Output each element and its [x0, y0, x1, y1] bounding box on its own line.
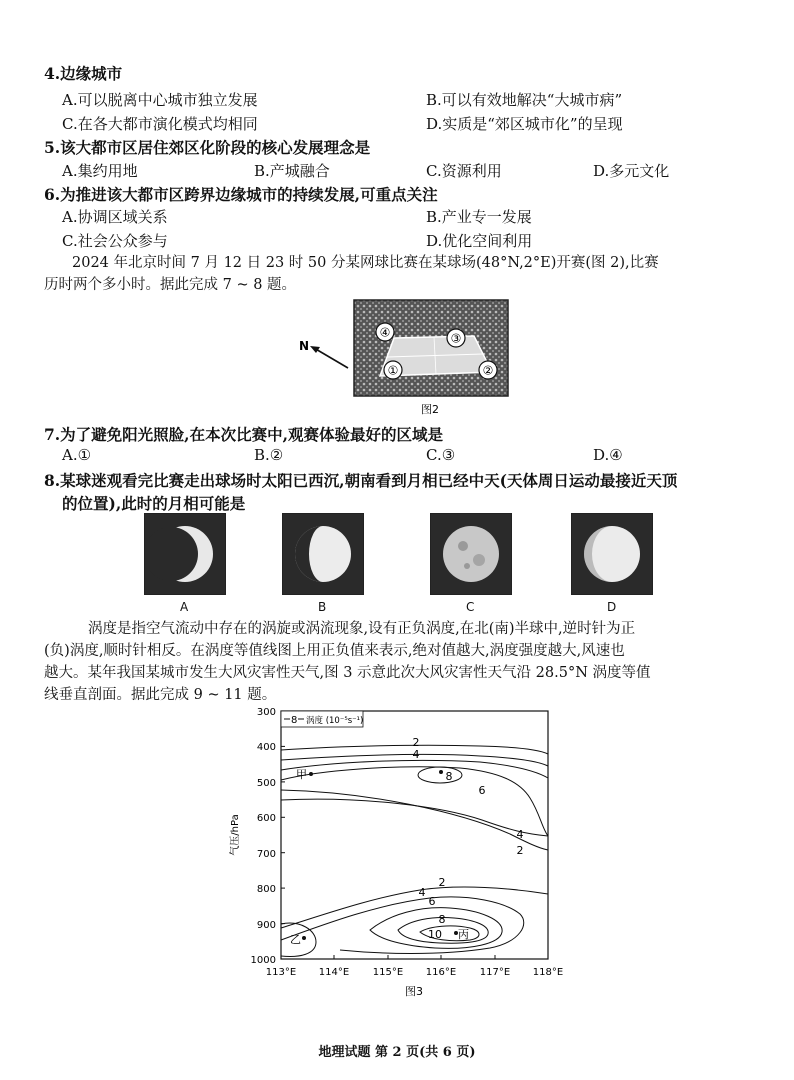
x-tick-113: 113°E	[265, 967, 297, 978]
x-tick-118: 118°E	[532, 967, 564, 978]
legend	[281, 711, 363, 727]
moon-label-b: B	[318, 600, 327, 614]
intro-7-8-line1: 2024 年北京时间 7 月 12 日 23 时 50 分某网球比赛在某球场(48°N,2°E)开赛(图 2),比赛	[72, 255, 659, 271]
svg-text:丙: 丙	[458, 928, 469, 941]
q6-option-d[interactable]: D.优化空间利用	[426, 232, 533, 250]
contour-upper-4-outer	[281, 760, 548, 778]
q7-option-c[interactable]: C.③	[426, 446, 456, 464]
marker-4	[376, 323, 394, 341]
contour-label-8-upper: 8	[445, 770, 453, 783]
figure-2-caption: 图2	[421, 403, 439, 416]
moon-phase-d[interactable]	[571, 513, 653, 595]
full-moon-icon	[431, 514, 511, 594]
q8-stem-line2: 的位置),此时的月相可能是	[62, 494, 246, 513]
y-tick-900: 900	[256, 920, 276, 931]
north-label: N	[299, 339, 310, 353]
intro-7-8	[44, 252, 758, 296]
y-axis	[251, 707, 285, 966]
svg-text:③: ③	[450, 331, 462, 346]
point-upper-max	[439, 770, 443, 774]
y-tick-300: 300	[256, 707, 276, 718]
y-tick-500: 500	[256, 778, 276, 789]
legend-value: 8	[291, 715, 298, 726]
moon-phase-a[interactable]	[144, 513, 226, 595]
svg-text:乙: 乙	[290, 933, 301, 946]
intro-9-11-line4: 线垂直剖面。据此完成 9 ~ 11 题。	[44, 687, 277, 703]
intro-9-11-line3: 越大。某年我国某城市发生大风灾害性天气,图 3 示意此次大风灾害性天气沿 28.5°N 涡度等值	[44, 665, 651, 681]
svg-text:①: ①	[387, 363, 399, 378]
contour-label-10-lower: 10	[428, 928, 442, 941]
svg-text:④: ④	[379, 325, 391, 340]
point-bing	[454, 928, 469, 941]
moon-label-d: D	[607, 600, 617, 614]
y-tick-800: 800	[256, 884, 276, 895]
intro-9-11-line2: (负)涡度,顺时针相反。在涡度等值线图上用正负值来表示,绝对值越大,涡度强度越大,风速也	[44, 643, 625, 659]
gibbous-moon-icon	[283, 514, 363, 594]
q7-option-b[interactable]: B.②	[254, 446, 284, 464]
q5-option-b[interactable]: B.产城融合	[254, 162, 330, 180]
moon-phase-c[interactable]	[430, 513, 512, 595]
contour-upper-6	[281, 767, 548, 836]
q6-option-c[interactable]: C.社会公众参与	[62, 232, 168, 250]
q6-option-a[interactable]: A.协调区域关系	[62, 208, 168, 226]
contour-label-2-lower: 2	[438, 876, 446, 889]
intro-9-11	[44, 618, 758, 706]
y-tick-400: 400	[256, 742, 276, 753]
q7-option-a[interactable]: A.①	[62, 446, 92, 464]
q4-option-d[interactable]: D.实质是“郊区城市化”的呈现	[426, 115, 623, 133]
q8-stem-line1: 8.某球迷观看完比赛走出球场时太阳已西沉,朝南看到月相已经中天(天体周日运动最接近天顶	[44, 471, 678, 490]
svg-text:甲: 甲	[296, 768, 307, 781]
contour-label-6-upper: 6	[478, 784, 486, 797]
moon-phase-b[interactable]	[282, 513, 364, 595]
x-tick-116: 116°E	[425, 967, 457, 978]
point-yi	[290, 933, 306, 946]
waxing-crescent-moon-icon	[572, 514, 652, 594]
contour-upper-mid-4	[281, 799, 548, 836]
x-tick-115: 115°E	[372, 967, 404, 978]
point-jia	[296, 768, 313, 781]
q7-option-d[interactable]: D.④	[593, 446, 623, 464]
figure-3	[220, 702, 580, 1002]
marker-3	[447, 329, 465, 347]
q5-option-d[interactable]: D.多元文化	[593, 162, 670, 180]
contour-label-2-mid: 2	[516, 844, 524, 857]
q4-option-c[interactable]: C.在各大都市演化模式均相同	[62, 115, 258, 133]
contour-label-4-mid: 4	[516, 828, 524, 841]
contour-lower-4	[281, 897, 524, 954]
y-tick-700: 700	[256, 849, 276, 860]
q5-option-a[interactable]: A.集约用地	[62, 162, 138, 180]
marker-2	[479, 361, 497, 379]
q4-option-b[interactable]: B.可以有效地解决“大城市病”	[426, 91, 623, 109]
contour-label-2-top: 2	[412, 736, 420, 749]
q5-stem: 5.该大都市区居住郊区化阶段的核心发展理念是	[44, 138, 371, 157]
q6-stem: 6.为推进该大都市区跨界边缘城市的持续发展,可重点关注	[44, 185, 438, 204]
intro-7-8-line2: 历时两个多小时。据此完成 7 ~ 8 题。	[44, 277, 297, 293]
y-axis-label: 气压/hPa	[230, 814, 241, 856]
x-tick-117: 117°E	[479, 967, 511, 978]
q4-stem: 4.边缘城市	[44, 64, 123, 83]
intro-9-11-line1: 涡度是指空气流动中存在的涡旋或涡流现象,设有正负涡度,在北(南)半球中,逆时针为正	[88, 621, 636, 637]
contour-label-4-lower: 4	[418, 886, 426, 899]
figure-3-caption: 图3	[405, 985, 423, 998]
q6-option-b[interactable]: B.产业专一发展	[426, 208, 532, 226]
q7-stem: 7.为了避免阳光照脸,在本次比赛中,观赛体验最好的区域是	[44, 425, 443, 444]
svg-text:②: ②	[482, 363, 494, 378]
waning-crescent-moon-icon	[145, 514, 225, 594]
figure-2	[296, 298, 536, 418]
contour-label-6-lower: 6	[428, 895, 436, 908]
contour-label-4-top: 4	[412, 748, 420, 761]
x-tick-114: 114°E	[318, 967, 350, 978]
legend-label: 涡度 (10⁻⁵s⁻¹)	[306, 716, 364, 726]
contour-label-8-lower: 8	[438, 913, 446, 926]
marker-1	[384, 361, 402, 379]
north-arrow-icon	[314, 348, 348, 368]
q4-option-a[interactable]: A.可以脱离中心城市独立发展	[62, 91, 258, 109]
moon-label-a: A	[180, 600, 189, 614]
y-tick-1000: 1000	[250, 955, 276, 966]
page-footer: 地理试题 第 2 页(共 6 页)	[318, 1045, 476, 1060]
moon-label-c: C	[466, 600, 475, 614]
y-tick-600: 600	[256, 813, 276, 824]
contour-upper-8	[418, 767, 462, 783]
q5-option-c[interactable]: C.资源利用	[426, 162, 502, 180]
